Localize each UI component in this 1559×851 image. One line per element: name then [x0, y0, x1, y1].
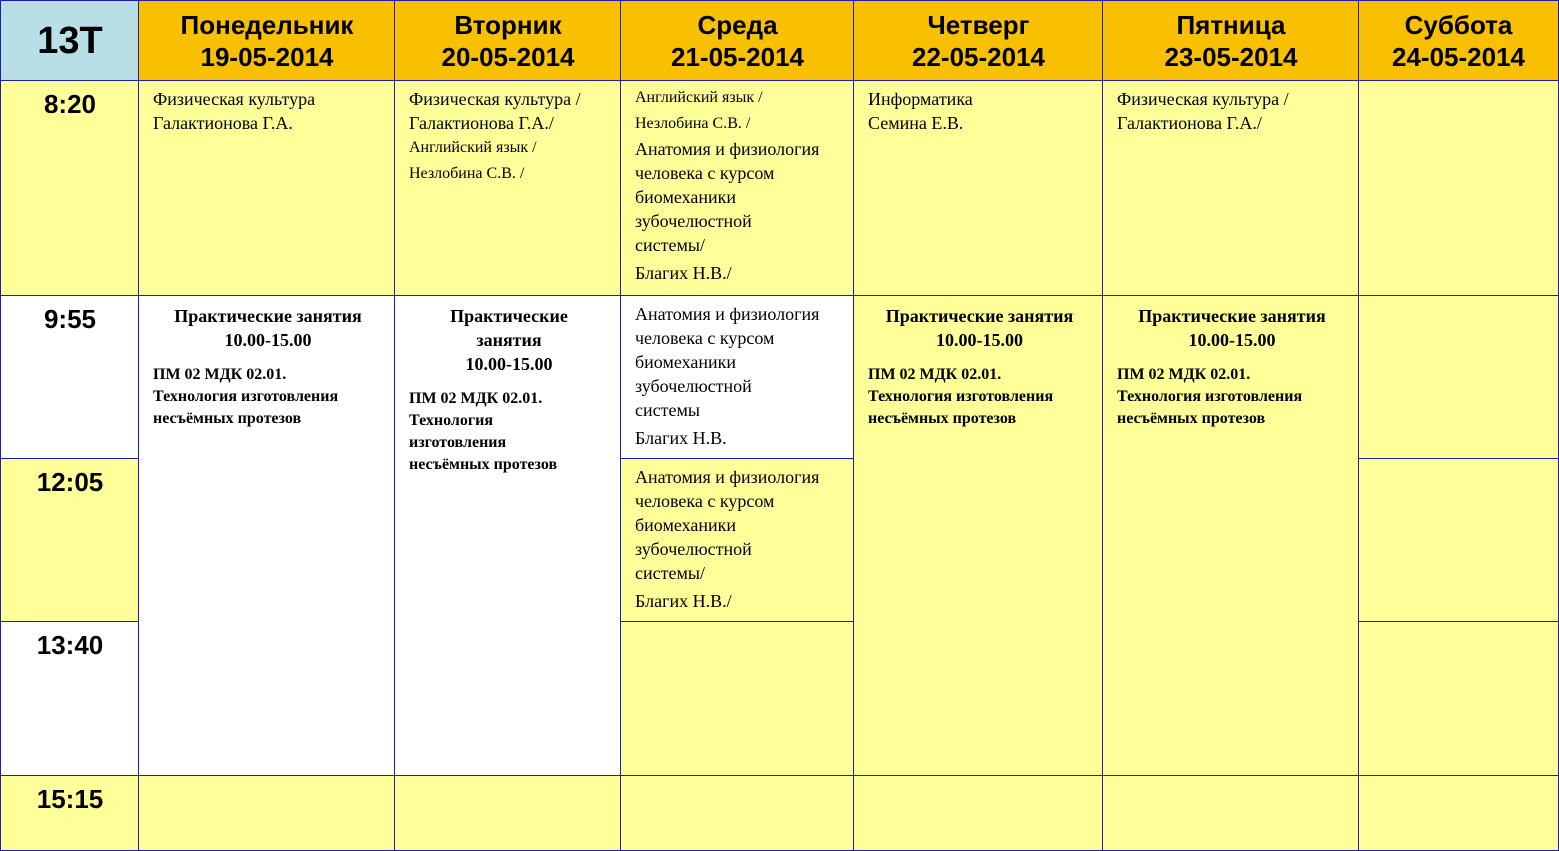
time-slot-4: 13:40: [0, 621, 140, 777]
time-slot-5: 15:15: [0, 775, 140, 851]
lesson-subject-line: биомеханики: [635, 352, 736, 372]
lesson-teacher: Незлобина С.В. /: [635, 115, 751, 132]
lesson-wed-1: [620, 80, 855, 297]
lesson-subject-2-line: биомеханики: [635, 187, 736, 207]
day-header-wednesday: [620, 0, 855, 82]
lesson-subject-line: зубочелюстной: [635, 376, 752, 396]
practice-detail-line: ПМ 02 МДК 02.01.: [1117, 366, 1251, 383]
lesson-tue-1: [394, 80, 622, 297]
practice-title-line: Практические занятия: [174, 306, 362, 326]
practice-detail-line: Технология изготовления: [868, 388, 1054, 405]
practice-title-line: Практические занятия: [1138, 306, 1326, 326]
lesson-sat-3: [1358, 458, 1559, 623]
day-header-thursday: [853, 0, 1104, 82]
practice-fri: [1102, 295, 1360, 777]
lesson-fri-5: [1102, 775, 1360, 851]
lesson-thu-5: [853, 775, 1104, 851]
group-label: 13Т: [0, 0, 140, 82]
lesson-subject-line: Анатомия и физиология: [635, 467, 820, 487]
practice-title-line: 10.00-15.00: [465, 354, 553, 374]
lesson-subject-line: зубочелюстной: [635, 539, 752, 559]
lesson-subject: Физическая культура /: [409, 89, 581, 109]
lesson-subject-line: человека с курсом: [635, 328, 775, 348]
practice-detail: [868, 364, 1091, 430]
practice-detail: [409, 388, 609, 476]
lesson-wed-2: [620, 295, 855, 460]
practice-detail-line: Технология: [409, 412, 493, 429]
practice-title-line: 10.00-15.00: [936, 330, 1023, 350]
lesson-wed-4: [620, 621, 855, 777]
lesson-subject-line: биомеханики: [635, 515, 736, 535]
lesson-teacher: Галактионова Г.А.: [153, 113, 293, 133]
practice-title-line: Практические занятия: [885, 306, 1074, 326]
lesson-subject-2-line: зубочелюстной: [635, 211, 752, 231]
lesson-subject: Информатика: [868, 89, 973, 109]
lesson-subject-line: человека с курсом: [635, 491, 775, 511]
time-slot-1: 8:20: [0, 80, 140, 297]
practice-thu: [853, 295, 1104, 777]
lesson-fri-1: [1102, 80, 1360, 297]
day-header-monday: [138, 0, 396, 82]
lesson-subject-2: Английский язык /: [409, 139, 537, 156]
day-name: Пятница: [1176, 10, 1286, 40]
lesson-teacher-2: Незлобина С.В. /: [409, 165, 525, 182]
day-date: 19-05-2014: [200, 42, 334, 72]
practice-detail-line: ПМ 02 МДК 02.01.: [409, 390, 543, 407]
practice-detail-line: несъёмных протезов: [153, 410, 302, 427]
lesson-subject-2-line: Анатомия и физиология: [635, 139, 820, 159]
practice-detail-line: изготовления: [409, 434, 507, 451]
lesson-sat-2: [1358, 295, 1559, 460]
lesson-teacher: Семина Е.В.: [868, 113, 964, 133]
day-name: Вторник: [454, 10, 562, 40]
day-date: 20-05-2014: [441, 42, 575, 72]
practice-detail-line: несъёмных протезов: [1117, 410, 1266, 427]
lesson-sat-4: [1358, 621, 1559, 777]
practice-tue: [394, 295, 622, 777]
lesson-teacher: Галактионова Г.А./: [1117, 113, 1262, 133]
lesson-mon-5: [138, 775, 396, 851]
practice-title-line: 10.00-15.00: [224, 330, 312, 350]
day-header-saturday: [1358, 0, 1559, 82]
practice-detail-line: несъёмных протезов: [868, 410, 1017, 427]
day-header-tuesday: [394, 0, 622, 82]
lesson-teacher-2: Благих Н.В./: [635, 263, 732, 283]
lesson-wed-5: [620, 775, 855, 851]
lesson-subject-line: Анатомия и физиология: [635, 304, 820, 324]
day-name: Понедельник: [180, 10, 354, 40]
practice-detail-line: ПМ 02 МДК 02.01.: [868, 366, 1002, 383]
lesson-subject-2-line: системы/: [635, 235, 705, 255]
lesson-teacher: Благих Н.В.: [635, 428, 727, 448]
practice-detail-line: ПМ 02 МДК 02.01.: [153, 366, 287, 383]
time-slot-3: 12:05: [0, 458, 140, 623]
practice-detail-line: Технология изготовления: [153, 388, 339, 405]
lesson-mon-1: [138, 80, 396, 297]
lesson-tue-5: [394, 775, 622, 851]
day-date: 21-05-2014: [671, 42, 804, 72]
day-name: Суббота: [1404, 10, 1513, 40]
practice-detail: [1117, 364, 1347, 430]
lesson-thu-1: [853, 80, 1104, 297]
lesson-subject-2-line: человека с курсом: [635, 163, 775, 183]
day-date: 24-05-2014: [1392, 42, 1525, 72]
lesson-sat-1: [1358, 80, 1559, 297]
day-name: Четверг: [927, 10, 1030, 40]
lesson-teacher: Галактионова Г.А./: [409, 113, 554, 133]
lesson-sat-5: [1358, 775, 1559, 851]
day-name: Среда: [697, 10, 778, 40]
practice-detail-line: Технология изготовления: [1117, 388, 1303, 405]
lesson-subject: Физическая культура: [153, 89, 316, 109]
day-date: 22-05-2014: [912, 42, 1045, 72]
practice-title-line: Практические: [450, 306, 568, 326]
lesson-teacher: Благих Н.В./: [635, 591, 732, 611]
time-slot-2: 9:55: [0, 295, 140, 460]
day-header-friday: [1102, 0, 1360, 82]
day-date: 23-05-2014: [1164, 42, 1298, 72]
practice-detail-line: несъёмных протезов: [409, 456, 558, 473]
lesson-subject-line: системы/: [635, 563, 705, 583]
lesson-subject-line: системы: [635, 400, 700, 420]
lesson-wed-3: [620, 458, 855, 623]
practice-title-line: занятия: [476, 330, 542, 350]
lesson-subject: Английский язык /: [635, 89, 763, 106]
practice-mon: [138, 295, 396, 777]
practice-detail: [153, 364, 383, 430]
practice-title-line: 10.00-15.00: [1188, 330, 1276, 350]
lesson-subject: Физическая культура /: [1117, 89, 1289, 109]
